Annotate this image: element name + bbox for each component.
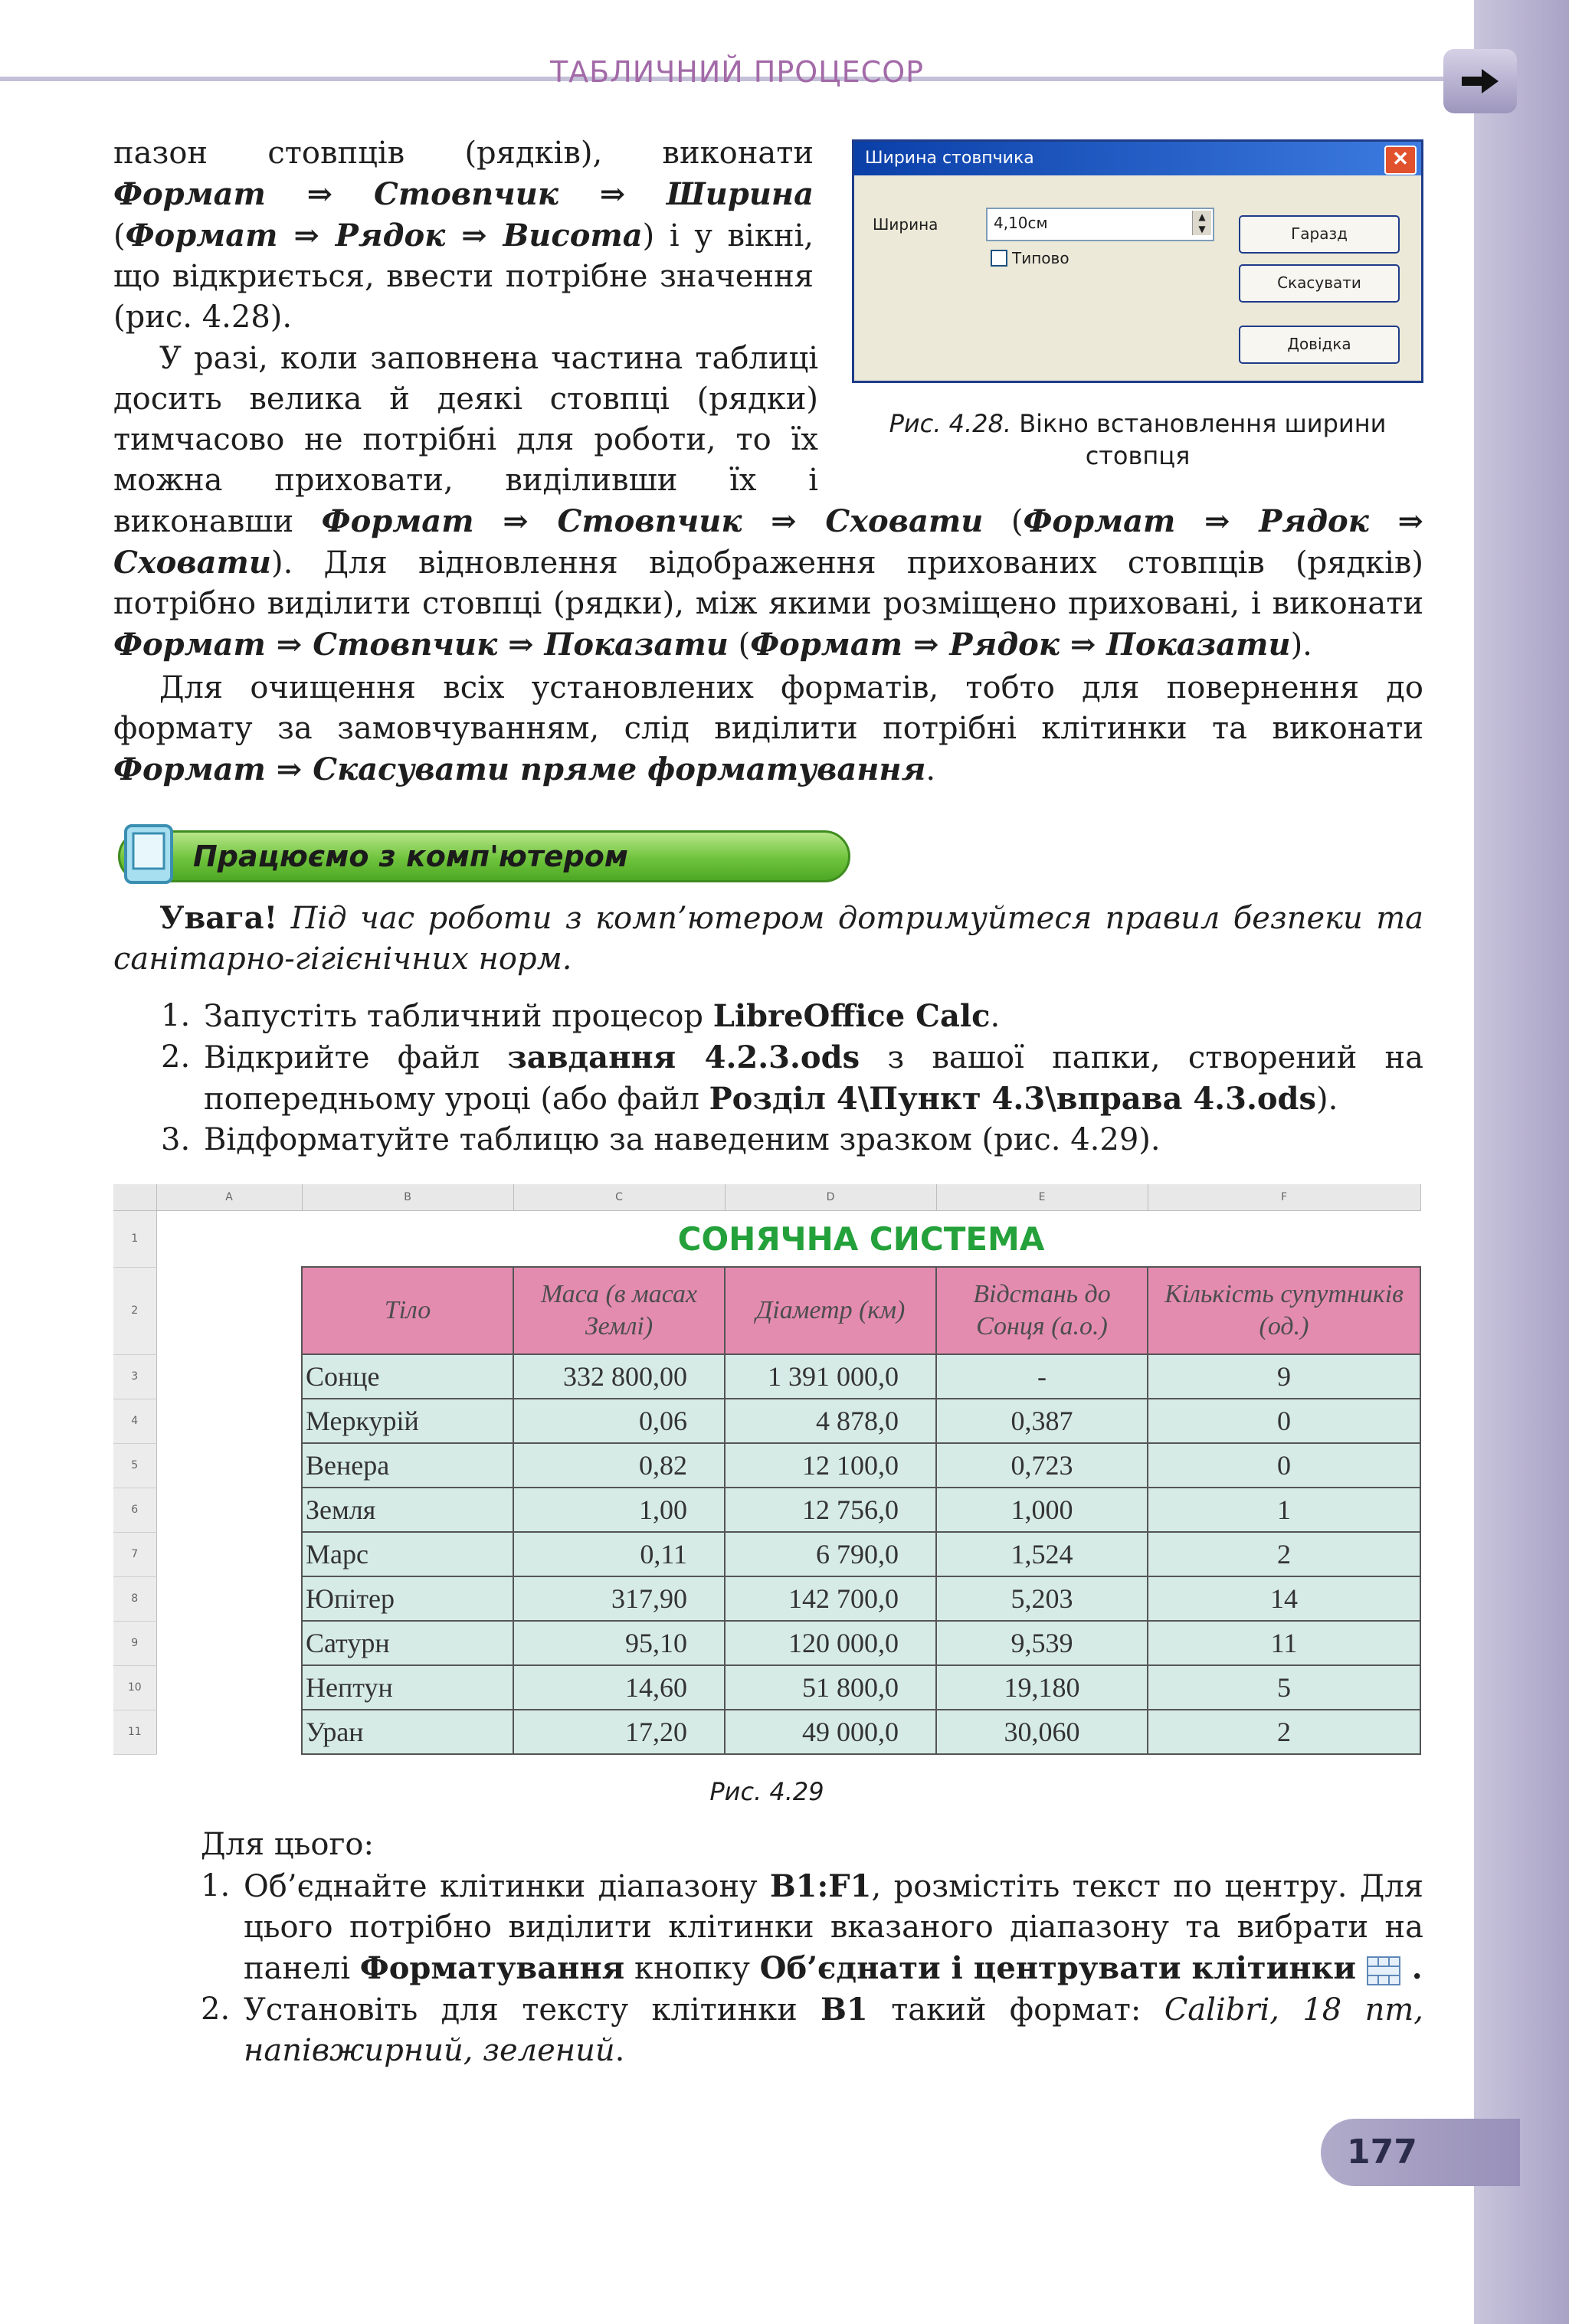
caption-text: Вікно встановлення ширини стовпця: [1011, 409, 1387, 470]
header-cell[interactable]: Кількість супутників (од.): [1148, 1267, 1420, 1354]
column-header[interactable]: F: [1148, 1184, 1420, 1211]
table-cell[interactable]: 0,11: [513, 1532, 725, 1576]
spinner-icon[interactable]: ▲ ▼: [1192, 211, 1211, 235]
table-row: [113, 1665, 1420, 1710]
table-row: [113, 1399, 1420, 1443]
computer-icon: [123, 823, 178, 887]
merge-cells-icon: [1366, 1956, 1401, 1986]
cell[interactable]: [156, 1488, 302, 1532]
row-header[interactable]: 5: [113, 1443, 156, 1488]
text-run: (: [728, 627, 751, 663]
text-run: .: [990, 999, 1001, 1034]
table-body: [113, 1354, 1420, 1754]
corner-cell[interactable]: [113, 1184, 156, 1211]
table-cell[interactable]: 14,60: [513, 1665, 725, 1710]
menu-path: Формат ⇒ Скасувати пряме форматування: [113, 751, 926, 787]
table-row: [113, 1532, 1420, 1576]
cell[interactable]: [156, 1267, 302, 1354]
table-cell[interactable]: -: [936, 1354, 1148, 1399]
step-item: [161, 996, 1423, 1037]
table-cell[interactable]: 11: [1148, 1621, 1420, 1665]
button-name: Об’єднати і центрувати клітинки: [759, 1950, 1357, 1986]
substeps-list: [201, 1866, 1423, 2071]
table-cell[interactable]: 9: [1148, 1354, 1420, 1399]
text-run: з вашої папки, створений на попередньому уроці (або файл: [204, 1040, 1424, 1117]
close-icon[interactable]: ✕: [1384, 146, 1417, 175]
text-run: Відформатуйте таблицю за наведеним зразком (рис. 4.29).: [204, 1122, 1161, 1157]
table-cell[interactable]: 1,00: [513, 1488, 725, 1532]
table-cell[interactable]: Меркурій: [302, 1399, 513, 1443]
menu-path: Формат ⇒ Стовпчик ⇒ Ширина: [113, 176, 814, 212]
row-header[interactable]: 4: [113, 1399, 156, 1443]
table-title[interactable]: СОНЯЧНА СИСТЕМА: [677, 1219, 1045, 1258]
default-checkbox-row[interactable]: [991, 249, 1069, 267]
text-run: Установіть для тексту клітинки: [244, 1992, 821, 2028]
table-cell[interactable]: 142 700,0: [725, 1576, 936, 1621]
toolbar-name: Форматування: [359, 1950, 625, 1986]
table-cell[interactable]: Нептун: [302, 1665, 513, 1710]
text-run: (: [983, 504, 1024, 539]
ok-button[interactable]: Гаразд: [1239, 215, 1400, 254]
table-cell[interactable]: 1 391 000,0: [725, 1354, 936, 1399]
table-cell[interactable]: 49 000,0: [725, 1710, 936, 1754]
table-cell[interactable]: 332 800,00: [513, 1354, 725, 1399]
step-item: [161, 1120, 1423, 1160]
header-cell[interactable]: Відстань до Сонця (а.о.): [936, 1267, 1148, 1354]
cell[interactable]: [156, 1532, 302, 1576]
table-cell[interactable]: Марс: [302, 1532, 513, 1576]
row-header[interactable]: 1: [113, 1211, 156, 1268]
caption-label: Рис. 4.28.: [889, 409, 1012, 438]
table-cell[interactable]: 6 790,0: [725, 1532, 936, 1576]
column-header[interactable]: D: [725, 1184, 936, 1211]
checkbox[interactable]: [991, 250, 1007, 267]
steps-list: [161, 996, 1423, 1160]
text-run: ) і у вікні, що відкриється, ввести потрібне значення (рис. 4.28).: [113, 218, 814, 335]
table-cell[interactable]: 120 000,0: [725, 1621, 936, 1665]
step-number: 3.: [161, 1122, 191, 1157]
table-cell[interactable]: 9,539: [936, 1621, 1148, 1665]
text-run: такий формат:: [867, 1992, 1164, 2028]
table-cell[interactable]: 95,10: [513, 1621, 725, 1665]
cell[interactable]: [156, 1399, 302, 1443]
dialog-title: Ширина стовпчика: [854, 142, 1421, 175]
step-number: 2.: [201, 1992, 231, 2027]
cell-ref: B1: [821, 1992, 868, 2028]
table-row: [113, 1576, 1420, 1621]
table-cell[interactable]: 0,387: [936, 1399, 1148, 1443]
file-name: завдання 4.2.3.ods: [507, 1039, 860, 1075]
table-cell[interactable]: 0: [1148, 1399, 1420, 1443]
figure-4-29-caption: Рис. 4.29: [709, 1777, 824, 1806]
table-cell[interactable]: 1: [1148, 1488, 1420, 1532]
table-cell[interactable]: 51 800,0: [725, 1665, 936, 1710]
row-header[interactable]: 3: [113, 1354, 156, 1399]
width-label: Ширина: [873, 215, 938, 234]
table-header-row: [113, 1267, 1420, 1354]
header-cell[interactable]: Маса (в масах Землі): [513, 1267, 725, 1354]
spreadsheet-figure: [113, 1184, 1420, 1748]
header-cell[interactable]: Тіло: [302, 1267, 513, 1354]
arrow-right-icon: [1459, 66, 1502, 97]
row-header[interactable]: 10: [113, 1665, 156, 1710]
step-number: 1.: [201, 1868, 231, 1903]
table-cell[interactable]: 19,180: [936, 1665, 1148, 1710]
text-run: .: [1400, 1950, 1423, 1986]
table-row: [113, 1621, 1420, 1665]
cell-range: B1:F1: [769, 1868, 872, 1904]
step-number: 1.: [161, 998, 191, 1033]
table-cell[interactable]: 14: [1148, 1576, 1420, 1621]
intro-paragraph-3: [113, 668, 1423, 790]
text-run: .: [614, 2033, 625, 2068]
text-run: Для очищення всіх установлених форматів, тобто для повернення до формату за замовчуванням, слід виділити потрібні клітинки та виконати: [113, 670, 1423, 746]
table-cell[interactable]: Земля: [302, 1488, 513, 1532]
text-run: ). Для відновлення відображення прихованих стовпців (рядків) потрібно виділити стовпці (рядки), між якими розміщено приховані, і виконати: [113, 545, 1423, 621]
row-header[interactable]: 7: [113, 1532, 156, 1576]
table-cell[interactable]: 0: [1148, 1443, 1420, 1488]
table-cell[interactable]: 17,20: [513, 1710, 725, 1754]
table-row: [113, 1211, 1420, 1268]
cell[interactable]: [156, 1710, 302, 1754]
figure-4-28-caption: [852, 408, 1423, 472]
cell[interactable]: [156, 1621, 302, 1665]
column-header-row: [113, 1184, 1420, 1211]
width-value: 4,10см: [994, 214, 1048, 232]
header-cell[interactable]: Діаметр (км): [725, 1267, 936, 1354]
default-checkbox-label: Типово: [1012, 249, 1069, 267]
text-run: ).: [1316, 1082, 1338, 1117]
help-button[interactable]: Довідка: [1239, 326, 1400, 364]
step-item: [161, 1037, 1423, 1120]
table-cell[interactable]: 5: [1148, 1665, 1420, 1710]
table-cell[interactable]: 0,06: [513, 1399, 725, 1443]
table-row: [113, 1443, 1420, 1488]
cell[interactable]: [156, 1354, 302, 1399]
text-run: пазон стовпців (рядків), виконати: [113, 136, 814, 171]
file-path: Розділ 4\Пункт 4.3\вправа 4.3.ods: [709, 1081, 1317, 1117]
cancel-button[interactable]: Скасувати: [1239, 264, 1400, 303]
warning-label: Увага!: [159, 900, 278, 936]
column-header[interactable]: C: [513, 1184, 725, 1211]
table-cell[interactable]: 317,90: [513, 1576, 725, 1621]
width-input[interactable]: [986, 208, 1214, 241]
table-cell[interactable]: 1,524: [936, 1532, 1148, 1576]
table-cell[interactable]: Венера: [302, 1443, 513, 1488]
table-cell[interactable]: 0,723: [936, 1443, 1148, 1488]
cell[interactable]: [156, 1665, 302, 1710]
menu-path: Формат ⇒ Рядок ⇒ Сховати: [113, 503, 1424, 581]
intro-paragraph-1: [113, 133, 814, 338]
format-spec: Calibri, 18 пт, напівжирний, зелений: [244, 1992, 1423, 2068]
text-run: Відкрийте файл: [204, 1040, 508, 1075]
row-header[interactable]: 2: [113, 1267, 156, 1354]
substep-item: [201, 1989, 1423, 2071]
text-run: кнопку: [624, 1951, 760, 1986]
spreadsheet-table: [113, 1184, 1421, 1755]
row-header[interactable]: 11: [113, 1710, 156, 1754]
text-run: Запустіть табличний процесор: [204, 999, 713, 1034]
menu-path: Формат ⇒ Стовпчик ⇒ Показати: [113, 627, 729, 663]
substep-item: [201, 1866, 1423, 1989]
table-cell[interactable]: Уран: [302, 1710, 513, 1754]
table-cell[interactable]: 4 878,0: [725, 1399, 936, 1443]
table-row: [113, 1354, 1420, 1399]
for-this-label: Для цього:: [201, 1827, 374, 1862]
text-run: , розмістіть текст по центру. Для цього потрібно виділити клітинки вказаного діапазону та вибрати на панелі: [244, 1869, 1423, 1986]
cell[interactable]: [156, 1443, 302, 1488]
banner-title: Працюємо з комп'ютером: [193, 840, 628, 873]
menu-path: Формат ⇒ Рядок ⇒ Показати: [750, 627, 1291, 663]
cell[interactable]: [156, 1576, 302, 1621]
menu-path: Формат ⇒ Стовпчик ⇒ Сховати: [321, 503, 984, 539]
table-cell[interactable]: 30,060: [936, 1710, 1148, 1754]
table-cell[interactable]: Сонце: [302, 1354, 513, 1399]
page-header-title: ТАБЛИЧНИЙ ПРОЦЕСОР: [549, 55, 925, 89]
text-run: ).: [1290, 627, 1312, 663]
app-name: LibreOffice Calc: [712, 998, 991, 1034]
column-header[interactable]: A: [156, 1184, 302, 1211]
menu-path: Формат ⇒ Рядок ⇒ Висота: [125, 218, 643, 254]
table-cell[interactable]: Юпітер: [302, 1576, 513, 1621]
column-header[interactable]: B: [302, 1184, 513, 1211]
table-cell[interactable]: Сатурн: [302, 1621, 513, 1665]
table-cell[interactable]: 12 100,0: [725, 1443, 936, 1488]
warning-paragraph: [113, 898, 1423, 980]
table-cell[interactable]: 5,203: [936, 1576, 1148, 1621]
next-arrow-button[interactable]: [1443, 49, 1517, 113]
table-cell[interactable]: 1,000: [936, 1488, 1148, 1532]
page-number: 177: [1347, 2133, 1417, 2172]
table-row: [113, 1488, 1420, 1532]
table-row: [113, 1710, 1420, 1754]
row-header[interactable]: 6: [113, 1488, 156, 1532]
text-run: У разі, коли заповнена частина таблиці досить велика й деякі стовпці (рядки) тимчасово не потрібні для роботи, то їх можна приховати, виділивши їх і виконавши: [113, 341, 818, 539]
right-sidebar-strip: [1474, 0, 1569, 2324]
text-run: Об’єднайте клітинки діапазону: [244, 1869, 770, 1904]
row-header[interactable]: 8: [113, 1576, 156, 1621]
step-number: 2.: [161, 1039, 191, 1075]
cell[interactable]: [156, 1211, 302, 1268]
table-cell[interactable]: 12 756,0: [725, 1488, 936, 1532]
column-width-dialog: [852, 139, 1423, 383]
table-cell[interactable]: 2: [1148, 1710, 1420, 1754]
column-header[interactable]: E: [936, 1184, 1148, 1211]
intro-paragraph-2: [113, 339, 1423, 666]
table-cell[interactable]: 2: [1148, 1532, 1420, 1576]
table-cell[interactable]: 0,82: [513, 1443, 725, 1488]
warning-text: Під час роботи з комп’ютером дотримуйтеся правил безпеки та санітарно-гігієнічних норм.: [113, 901, 1423, 977]
row-header[interactable]: 9: [113, 1621, 156, 1665]
text-run: (: [113, 218, 126, 254]
text-run: .: [925, 752, 936, 787]
